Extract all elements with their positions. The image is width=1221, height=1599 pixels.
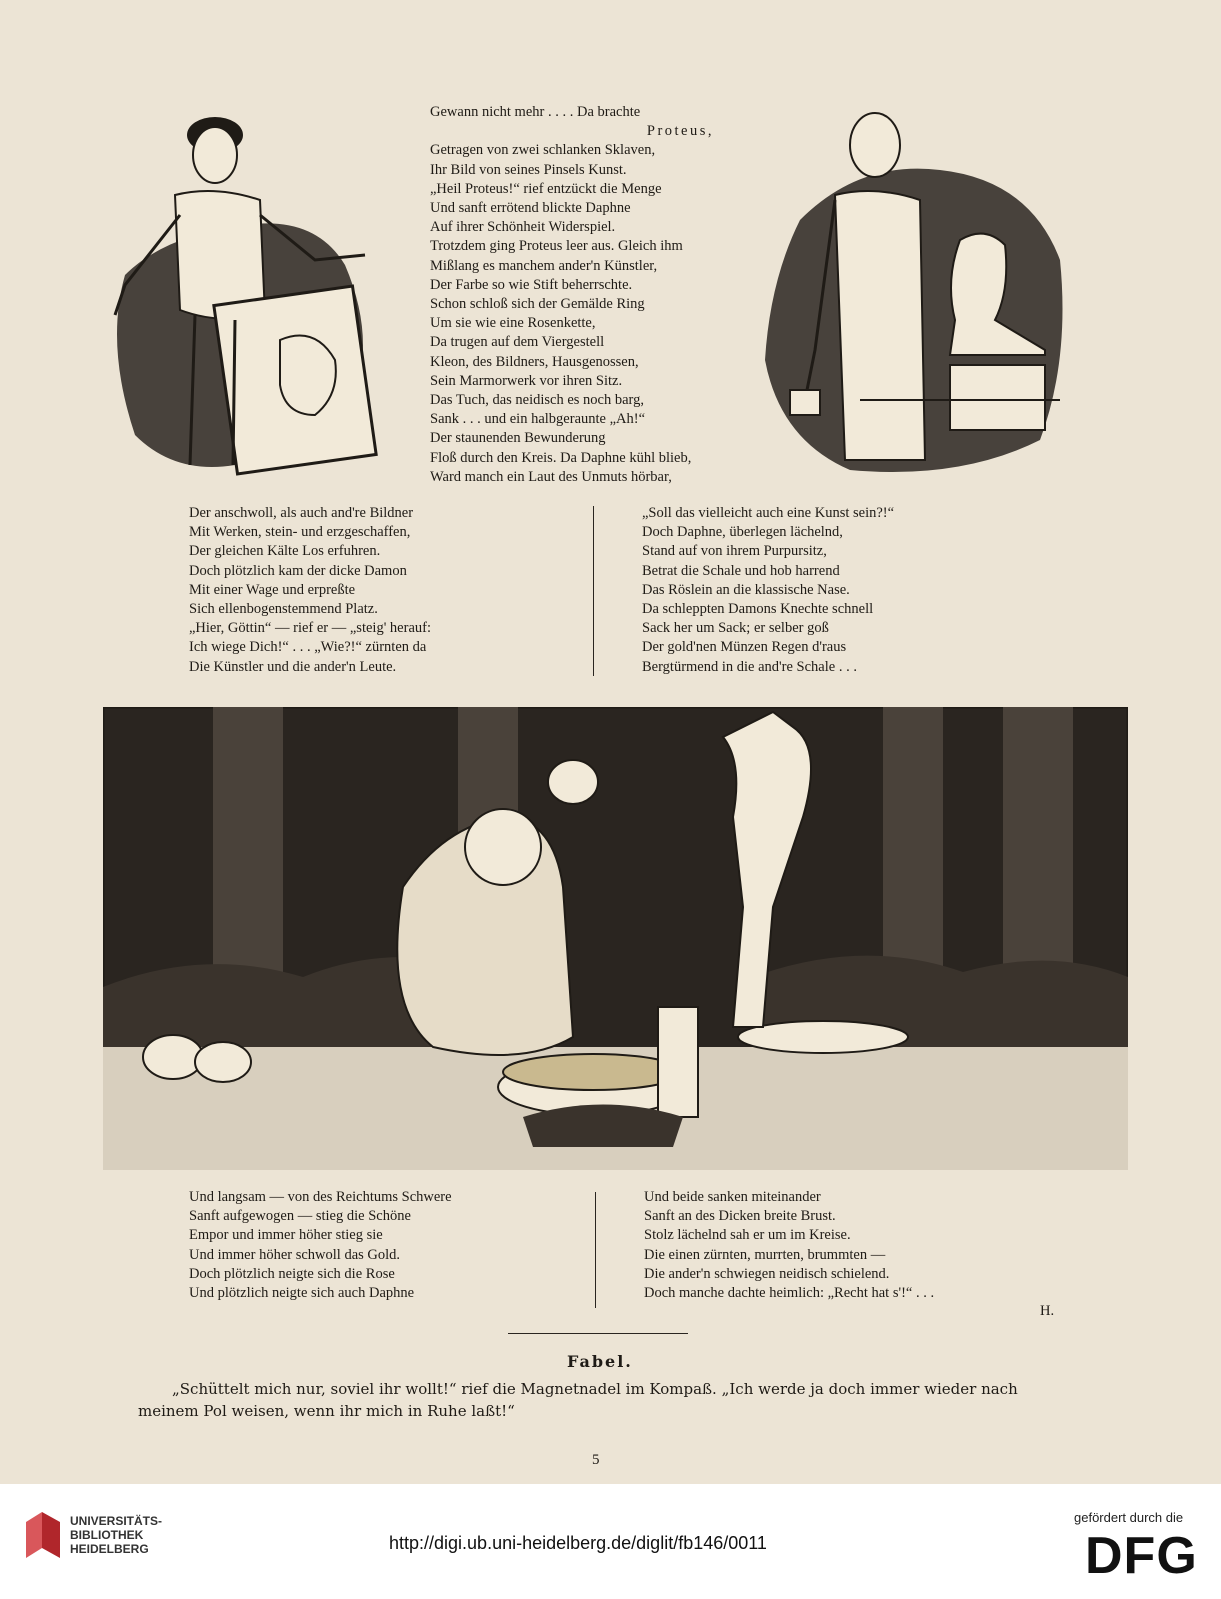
poem-line: „Soll das vielleicht auch eine Kunst sein?!“ — [642, 505, 895, 521]
footer-bar — [0, 1484, 1221, 1599]
stanza-middle-right — [642, 504, 1042, 677]
stanza-top — [430, 103, 760, 487]
stanza-middle-left — [189, 504, 584, 677]
poem-line: Trotzdem ging Proteus leer aus. Gleich ihm — [430, 238, 683, 255]
poem-line: Und langsam — von des Reichtums Schwere — [189, 1189, 452, 1205]
poem-line: Stand auf von ihrem Purpursitz, — [642, 543, 827, 560]
poem-line: Mißlang es manchem ander'n Künstler, — [430, 257, 658, 274]
poem-line: Sanft aufgewogen — stieg die Schöne — [189, 1208, 411, 1225]
poem-line: Auf ihrer Schönheit Widerspiel. — [430, 219, 616, 236]
poem-line: Ich wiege Dich!“ . . . „Wie?!“ zürnten da — [189, 639, 427, 656]
poem-line: Der gold'nen Münzen Regen d'raus — [642, 639, 847, 656]
poem-line: Floß durch den Kreis. Da Daphne kühl blieb, — [430, 449, 692, 466]
poem-line: Ihr Bild von seines Pinsels Kunst. — [430, 161, 627, 178]
poem-line: Sack her um Sack; er selber goß — [642, 620, 829, 637]
fabel-title: Fabel. — [567, 1352, 633, 1371]
poem-line: Betrat die Schale und hob harrend — [642, 562, 840, 579]
poem-line: Um sie wie eine Rosenkette, — [430, 315, 596, 332]
poem-line: Der gleichen Kälte Los erfuhren. — [189, 543, 381, 560]
poem-line: Kleon, des Bildners, Hausgenossen, — [430, 353, 639, 370]
author-signature: H. — [1040, 1303, 1055, 1319]
poem-line: Sank . . . und ein halbgeraunte „Ah!“ — [430, 411, 646, 428]
poem-line: Der staunenden Bewunderung — [430, 430, 606, 447]
poem-line: Mit Werken, stein- und erzgeschaffen, — [189, 524, 411, 541]
poem-line: Mit einer Wage und erpreßte — [189, 581, 356, 598]
poem-line: Sanft an des Dicken breite Brust. — [644, 1208, 836, 1225]
poem-line: Die Künstler und die ander'n Leute. — [189, 658, 397, 675]
poem-line: Stolz lächelnd sah er um im Kreise. — [644, 1227, 851, 1244]
poem-line: Doch plötzlich kam der dicke Damon — [189, 562, 407, 579]
poem-line: Sich ellenbogenstemmend Platz. — [189, 601, 378, 618]
poem-line: Da trugen auf dem Viergestell — [430, 334, 605, 351]
poem-line: „Heil Proteus!“ rief entzückt die Menge — [430, 180, 662, 197]
sponsor-text: gefördert durch die — [1074, 1510, 1184, 1525]
poem-line: Und plötzlich neigte sich auch Daphne — [189, 1285, 415, 1302]
sculptor-illustration — [760, 100, 1070, 480]
source-url[interactable]: http://digi.ub.uni-heidelberg.de/diglit/fb146/0011 — [389, 1533, 767, 1553]
poem-line: Empor und immer höher stieg sie — [189, 1227, 383, 1244]
poem-line: Sein Marmorwerk vor ihren Sitz. — [430, 372, 623, 389]
stanza-bottom-right — [644, 1188, 1064, 1303]
poem-line: Ward manch ein Laut des Unmuts hörbar, — [430, 468, 672, 485]
fabel-line-1: „Schüttelt mich nur, soviel ihr wollt!“ rief die Magnetnadel im Kompaß. „Ich werde ja doch immer wieder nach — [172, 1380, 1018, 1398]
poem-line: Proteus, — [646, 123, 714, 140]
poem-line: Der anschwoll, als auch and're Bildner — [189, 505, 414, 521]
poem-line: Die einen zürnten, murrten, brummten — — [644, 1246, 886, 1263]
poem-line: Und immer höher schwoll das Gold. — [189, 1246, 401, 1263]
poem-line: Schon schloß sich der Gemälde Ring — [430, 296, 645, 313]
poem-line: „Hier, Göttin“ — rief er — „steig' herauf: — [189, 620, 431, 637]
dfg-logo: DFG — [1085, 1527, 1198, 1585]
poem-line: Doch plötzlich neigte sich die Rose — [189, 1265, 395, 1282]
section-rule — [508, 1333, 688, 1334]
column-divider — [593, 506, 594, 676]
poem-line: Und sanft errötend blickte Daphne — [430, 200, 631, 217]
library-name: UNIVERSITÄTS- BIBLIOTHEK HEIDELBERG — [70, 1514, 163, 1556]
fabel-line-2: meinem Pol weisen, wenn ihr mich in Ruhe laßt!“ — [138, 1402, 515, 1420]
poem-line: Die ander'n schwiegen neidisch schielend. — [644, 1265, 890, 1282]
poem-line: Bergtürmend in die and're Schale . . . — [642, 658, 857, 675]
stanza-bottom-left — [189, 1188, 584, 1303]
scale-scene-illustration — [103, 707, 1128, 1170]
painter-illustration — [85, 95, 385, 480]
poem-line: Das Röslein an die klassische Nase. — [642, 581, 850, 598]
poem-line: Getragen von zwei schlanken Sklaven, — [430, 142, 656, 159]
poem-line: Doch manche dachte heimlich: „Recht hat s'!“ . . . — [644, 1285, 935, 1302]
poem-line: Das Tuch, das neidisch es noch barg, — [430, 392, 644, 409]
column-divider — [595, 1192, 596, 1308]
page-number: 5 — [592, 1452, 600, 1468]
poem-line: Doch Daphne, überlegen lächelnd, — [642, 524, 843, 541]
poem-line: Der Farbe so wie Stift beherrschte. — [430, 276, 633, 293]
poem-line: Und beide sanken miteinander — [644, 1189, 821, 1205]
library-logo-icon — [22, 1508, 64, 1566]
poem-line: Da schleppten Damons Knechte schnell — [642, 601, 874, 618]
poem-line: Gewann nicht mehr . . . . Da brachte — [430, 104, 641, 120]
